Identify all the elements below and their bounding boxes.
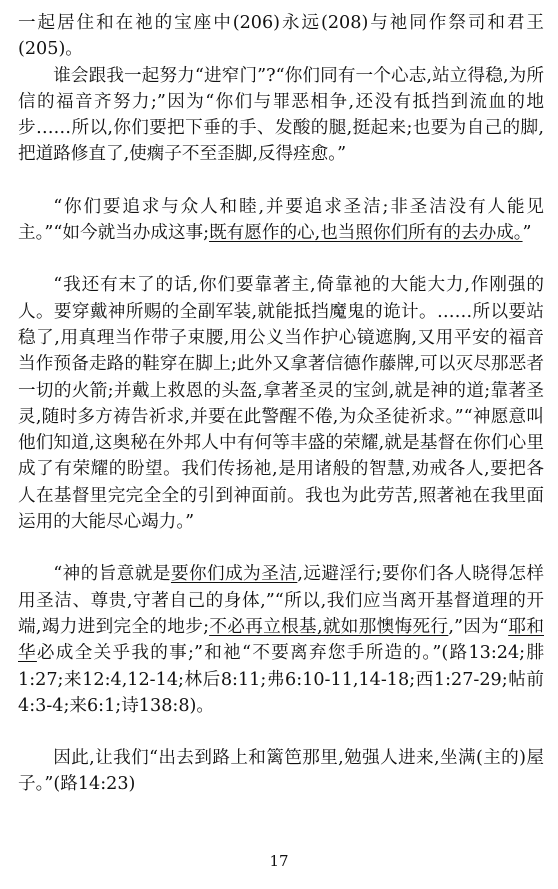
paragraph-3-end: ” [522, 223, 532, 244]
paragraph-gap [18, 535, 544, 561]
underlined-text: 要你们成为圣洁 [170, 564, 298, 585]
paragraph-gap [18, 719, 544, 745]
paragraph-6: 因此,让我们“出去到路上和篱笆那里,勉强人进来,坐满(主的)屋子。”(路14:23) [18, 748, 544, 795]
underlined-text: 既有愿作的心,也当照你们所有的去办成。 [209, 223, 523, 244]
document-page [18, 10, 544, 798]
paragraph-5-text: 必成全关乎我的事;”和祂“不要离弃您手所造的。”(路13:24;腓1:27;来12:4,12-14;林后8:11;弗6:10-11,14-18;西1:27-29;帖前4:3-4;来6:1;诗138:8)。 [18, 643, 544, 716]
paragraph-1: 一起居住和在祂的宝座中(206)永远(208)与祂同作祭司和君王(205)。 [18, 13, 544, 60]
underlined-text: 耶和华 [18, 616, 544, 664]
paragraph-gap [18, 168, 544, 194]
paragraph-5-text: ,”因为“ [448, 616, 509, 637]
paragraph-4: “我还有末了的话,你们要靠著主,倚靠祂的大能大力,作刚强的人。要穿戴神所赐的全副军装,就能抵挡魔鬼的诡计。……所以要站稳了,用真理当作带子束腰,用公义当作护心镜遮胸,又用平安的福音当作预备走路的鞋穿在脚上;此外又拿著信德作藤牌,可以灭尽那恶者一切的火箭;并戴上救恩的头盔,拿著圣灵的宝剑,就是神的道;靠著圣灵,随时多方祷告祈求,并要在此警醒不倦,为众圣徒祈求。”“神愿意叫他们知道,这奥秘在外邦人中有何等丰盛的荣耀,就是基督在你们心里成了有荣耀的盼望。我们传扬祂,是用诸般的智慧,劝戒各人,要把各人在基督里完完全全的引到神面前。我也为此劳苦,照著祂在我里面运用的大能尽心竭力。” [18, 275, 544, 533]
paragraph-3 [18, 194, 544, 247]
paragraph-2: 谁会跟我一起努力“进窄门”?“你们同有一个心志,站立得稳,为所信的福音齐努力;”因为“你们与罪恶相争,还没有抵挡到流血的地步……所以,你们要把下垂的手、发酸的腿,挺起来;也要为自己的脚,把道路修直了,使瘸子不至歪脚,反得痊愈。” [18, 65, 544, 165]
underlined-text: 不必再立根基,就如那懊悔死行 [209, 616, 449, 637]
page-number: 17 [269, 852, 289, 870]
paragraph-5-text: “神的旨意就是 [53, 564, 171, 585]
paragraph-5-text: ,远避淫行;要你们各人晓得怎样用圣洁、尊贵,守著自己的身体,”“所以,我们应当离开基督道理的开端,竭力进到完全的地步; [18, 564, 544, 637]
paragraph-3-text: “你们要追求与众人和睦,并要追求圣洁;非圣洁没有人能见主。”“如今就当办成这事; [18, 196, 544, 244]
paragraph-gap [18, 246, 544, 272]
paragraph-5 [18, 561, 544, 719]
